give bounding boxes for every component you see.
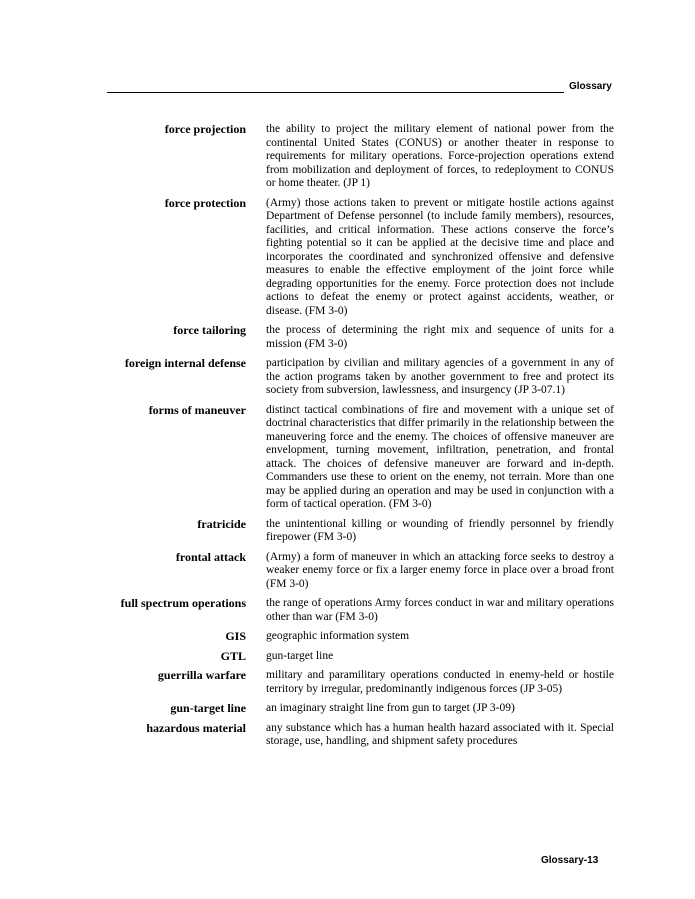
glossary-definition: participation by civilian and military agencies of a government in any of the action programs taken by another government to free and protect its society from subversion, lawlessness, and insurgency (JP 3-07.1) [266,357,614,396]
glossary-definition: military and paramilitary operations conducted in enemy-held or hostile territory by irregular, predominantly indigenous forces (JP 3-05) [266,669,614,695]
glossary-definition: the unintentional killing or wounding of friendly personnel by friendly firepower (FM 3-0) [266,517,614,543]
glossary-definition: the process of determining the right mix and sequence of units for a mission (FM 3-0) [266,324,614,350]
glossary-term: force protection [164,195,246,210]
glossary-entry [0,630,695,644]
glossary-entries [0,123,695,755]
glossary-entry [0,551,695,592]
page-number: Glossary-13 [541,855,599,866]
glossary-term: full spectrum operations [120,596,246,610]
glossary-term: force projection [164,122,246,136]
glossary-entry [0,404,695,512]
glossary-definition: gun-target line [266,649,334,662]
glossary-entry [0,597,695,624]
glossary-entry [0,123,695,191]
glossary-term: GIS [225,629,246,643]
glossary-definition: (Army) those actions taken to prevent or mitigate hostile actions against Department of Defense personnel (to include family members), resources, facilities, and critical information. These actions conserve the force’s fighting potential so it can be applied at the decisive time and place and incorporates the coordinated and synchronized offensive and defensive measures to enable the effective employment of the joint force while degrading opportunities for the enemy. Force protection does not include actions to defeat the enemy or protect against accidents, weather, or disease. (FM 3-0) [266,196,614,317]
glossary-definition: geographic information system [266,630,410,642]
glossary-term: foreign internal defense [124,356,246,370]
glossary-term: GTL [220,648,246,663]
glossary-definition: (Army) a form of maneuver in which an attacking force seeks to destroy a weaker enemy force or fix a larger enemy force in place over a broad front (FM 3-0) [266,550,614,590]
glossary-term: hazardous material [146,720,246,735]
glossary-term: fratricide [197,516,246,531]
glossary-entry [0,357,695,398]
glossary-term: force tailoring [173,323,246,337]
running-header-title: Glossary [569,81,612,92]
glossary-definition: the range of operations Army forces conduct in war and military operations other than war (FM 3-0) [266,597,614,623]
glossary-definition: an imaginary straight line from gun to target (JP 3-09) [266,702,515,714]
glossary-entry [0,722,695,749]
glossary-term: forms of maneuver [148,402,246,417]
glossary-definition: the ability to project the military element of national power from the continental United States (CONUS) or another theater in response to requirements for military operations. Force-projection operations extend from mobilization and deployment of forces, to redeployment to CONUS or home theater. (JP 1) [266,123,614,189]
glossary-entry [0,324,695,351]
header-rule [107,92,564,93]
glossary-term: guerrilla warfare [157,668,246,682]
glossary-term: frontal attack [175,549,246,564]
glossary-entry [0,518,695,545]
glossary-term: gun-target line [170,701,246,715]
glossary-entry [0,669,695,696]
glossary-entry [0,702,695,716]
glossary-entry [0,197,695,319]
glossary-definition: distinct tactical combinations of fire and movement with a unique set of doctrinal characteristics that differ primarily in the relationship between the maneuvering force and the enemy. The choices of offensive maneuver are envelopment, turning movement, infiltration, penetration, and frontal attack. The choices of defensive maneuver are forward and in-depth. Commanders use these to orient on the enemy, not terrain. More than one may be applied during an operation and may be used in conjunction with a form of tactical operation. (FM 3-0) [266,403,614,510]
glossary-definition: any substance which has a human health hazard associated with it. Special storage, use, handling, and shipment safety procedures [266,721,614,747]
glossary-entry [0,650,695,664]
